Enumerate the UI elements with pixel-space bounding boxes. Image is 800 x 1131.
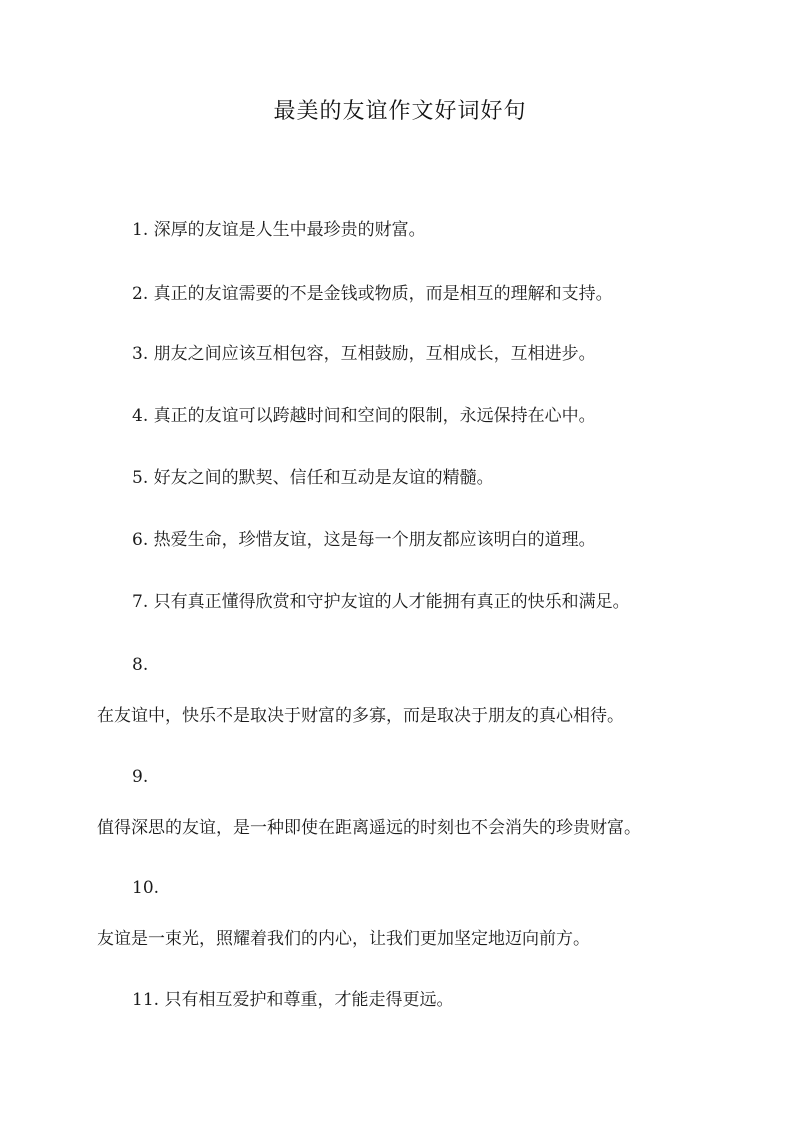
- line-11: 11. 只有相互爱护和尊重，才能走得更远。: [132, 990, 454, 1010]
- document-title: 最美的友谊作文好词好句: [273, 99, 527, 124]
- line-6: 6. 热爱生命，珍惜友谊，这是每一个朋友都应该明白的道理。: [132, 530, 596, 550]
- line-5: 5. 好友之间的默契、信任和互动是友谊的精髓。: [132, 468, 494, 488]
- line-2: 2. 真正的友谊需要的不是金钱或物质，而是相互的理解和支持。: [132, 284, 613, 304]
- line-7: 7. 只有真正懂得欣赏和守护友谊的人才能拥有真正的快乐和满足。: [132, 592, 630, 612]
- line-10-text: 友谊是一束光，照耀着我们的内心，让我们更加坚定地迈向前方。: [97, 929, 590, 949]
- line-4: 4. 真正的友谊可以跨越时间和空间的限制，永远保持在心中。: [132, 406, 596, 426]
- line-8-text: 在友谊中，快乐不是取决于财富的多寡，而是取决于朋友的真心相待。: [97, 706, 624, 726]
- line-10-number: 10.: [132, 878, 160, 898]
- line-9-number: 9.: [132, 767, 149, 787]
- line-9-text: 值得深思的友谊，是一种即使在距离遥远的时刻也不会消失的珍贵财富。: [97, 818, 641, 838]
- line-8-number: 8.: [132, 655, 149, 675]
- line-3: 3. 朋友之间应该互相包容，互相鼓励，互相成长，互相进步。: [132, 344, 596, 364]
- line-1: 1. 深厚的友谊是人生中最珍贵的财富。: [132, 220, 426, 240]
